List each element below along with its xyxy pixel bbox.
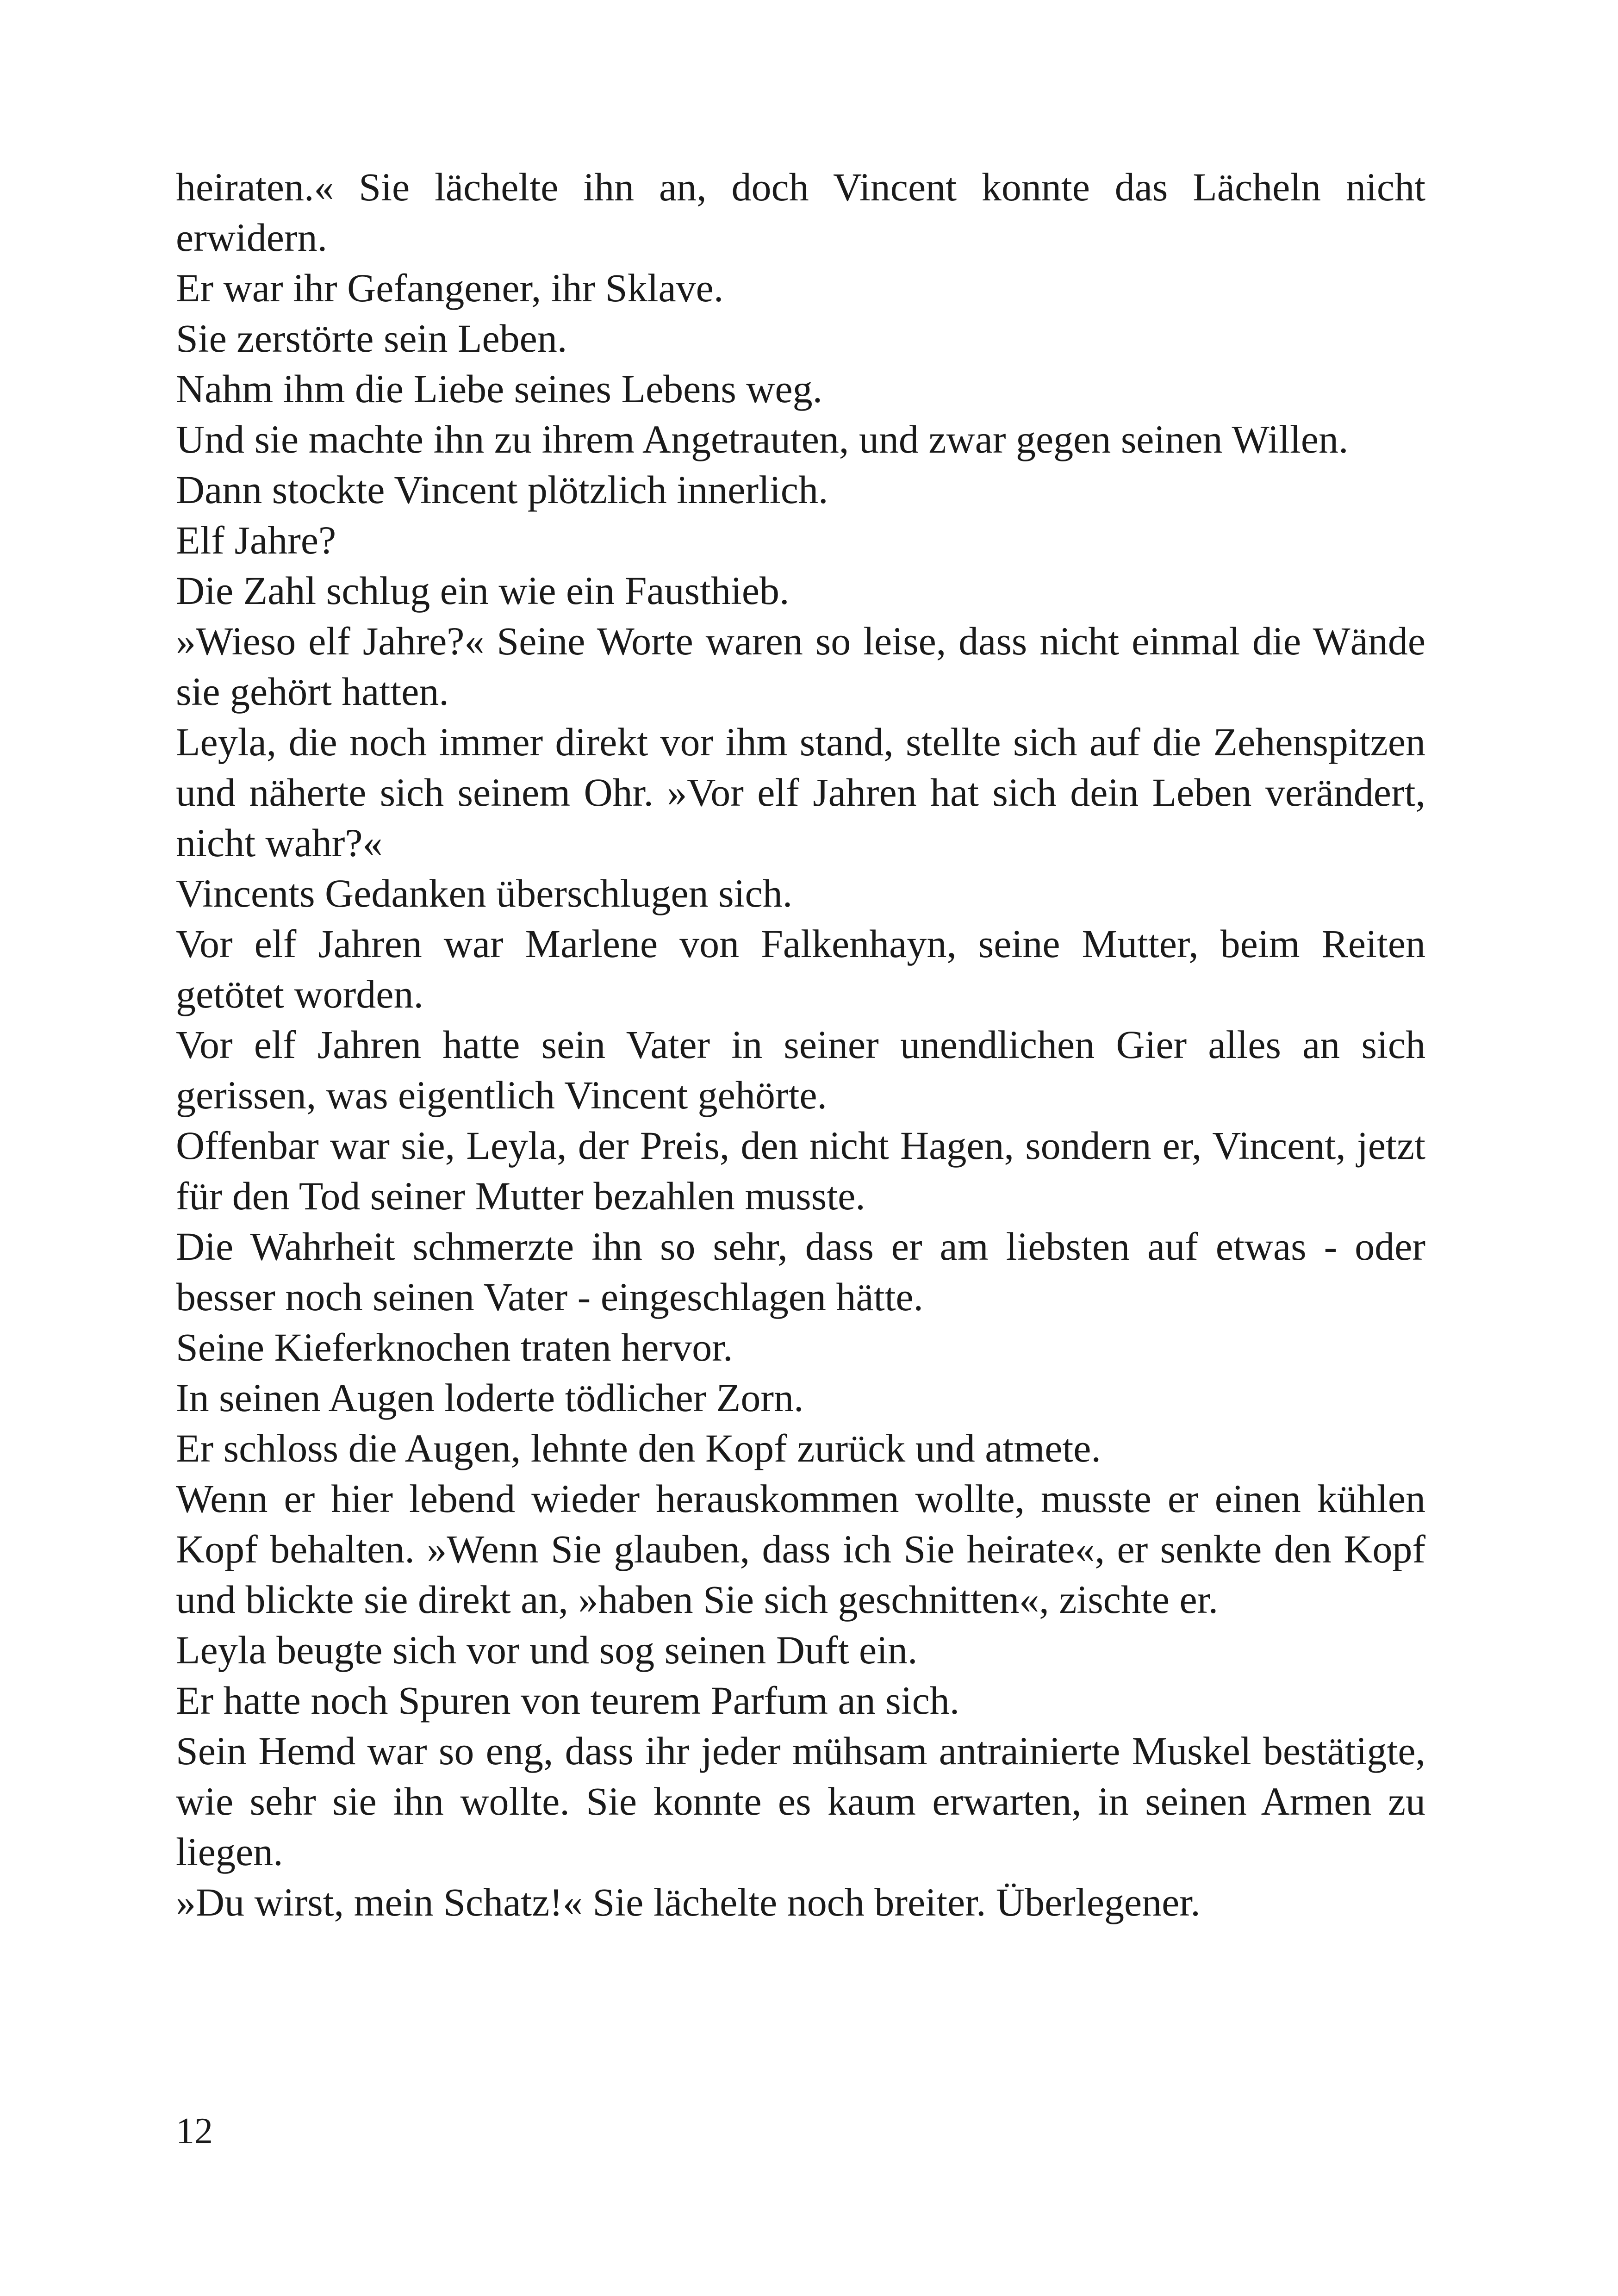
paragraph: Die Zahl schlug ein wie ein Fausthieb. bbox=[176, 568, 790, 613]
paragraph: Sie zerstörte sein Leben. bbox=[176, 316, 567, 361]
paragraph: Die Wahrheit schmerzte ihn so sehr, dass er am liebsten auf etwas - oder besser noch seinen Vater - eingeschlagen hätte. bbox=[176, 1224, 1425, 1319]
paragraph: In seinen Augen loderte tödlicher Zorn. bbox=[176, 1375, 804, 1420]
paragraph: Vor elf Jahren war Marlene von Falkenhayn, seine Mutter, beim Reiten getötet worden. bbox=[176, 921, 1425, 1016]
paragraph: Und sie machte ihn zu ihrem Angetrauten, und zwar gegen seinen Willen. bbox=[176, 417, 1349, 461]
paragraph: heiraten.« Sie lächelte ihn an, doch Vincent konnte das Lächeln nicht erwidern. bbox=[176, 165, 1425, 260]
paragraph: Leyla, die noch immer direkt vor ihm stand, stellte sich auf die Zehenspitzen und näherte sich seinem Ohr. »Vor elf Jahren hat sich dein Leben verändert, nicht wahr?« bbox=[176, 720, 1425, 865]
paragraph: Wenn er hier lebend wieder herauskommen wollte, musste er einen kühlen Kopf behalten. »Wenn Sie glauben, dass ich Sie heirate«, er senkte den Kopf und blickte sie direkt an, »haben Sie sich geschnitten«, zischte er. bbox=[176, 1476, 1425, 1622]
paragraph: Er schloss die Augen, lehnte den Kopf zurück und atmete. bbox=[176, 1426, 1101, 1470]
page-number: 12 bbox=[176, 2111, 213, 2152]
paragraph: Sein Hemd war so eng, dass ihr jeder mühsam antrainierte Muskel bestätigte, wie sehr sie ihn wollte. Sie konnte es kaum erwarten, in seinen Armen zu liegen. bbox=[176, 1729, 1425, 1874]
paragraph: Leyla beugte sich vor und sog seinen Duft ein. bbox=[176, 1628, 918, 1672]
paragraph: Vor elf Jahren hatte sein Vater in seiner unendlichen Gier alles an sich gerissen, was eigentlich Vincent gehörte. bbox=[176, 1022, 1425, 1117]
body-text bbox=[176, 162, 1425, 1928]
paragraph: Er war ihr Gefangener, ihr Sklave. bbox=[176, 266, 724, 310]
paragraph: Seine Kieferknochen traten hervor. bbox=[176, 1325, 733, 1369]
paragraph: »Wieso elf Jahre?« Seine Worte waren so leise, dass nicht einmal die Wände sie gehört hatten. bbox=[176, 619, 1425, 714]
paragraph: Dann stockte Vincent plötzlich innerlich. bbox=[176, 467, 828, 512]
paragraph: Er hatte noch Spuren von teurem Parfum an sich. bbox=[176, 1678, 960, 1723]
paragraph: Elf Jahre? bbox=[176, 518, 336, 562]
paragraph: Offenbar war sie, Leyla, der Preis, den nicht Hagen, sondern er, Vincent, jetzt für den Tod seiner Mutter bezahlen musste. bbox=[176, 1123, 1425, 1218]
paragraph: Vincents Gedanken überschlugen sich. bbox=[176, 871, 793, 915]
paragraph: »Du wirst, mein Schatz!« Sie lächelte noch breiter. Überlegener. bbox=[176, 1880, 1201, 1924]
paragraph: Nahm ihm die Liebe seines Lebens weg. bbox=[176, 367, 823, 411]
